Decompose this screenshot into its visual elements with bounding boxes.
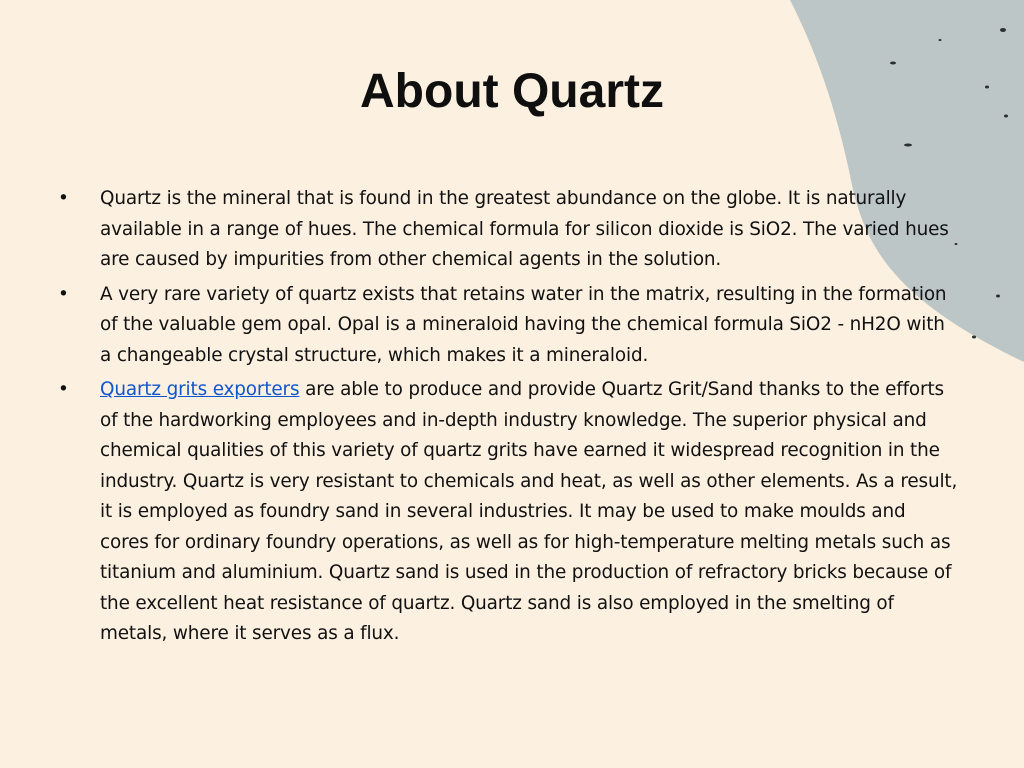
speckle — [996, 295, 1000, 298]
bullet-marker: • — [58, 283, 69, 305]
bullet-list — [58, 184, 958, 654]
bullet-item — [58, 184, 958, 276]
bullet-item — [58, 280, 958, 372]
bullet-text: A very rare variety of quartz exists that retains water in the matrix, resulting in the formation of the valuable gem opal. Opal is a mineraloid having the chemical formula SiO2 - nH2O with a changeable crystal structure, which makes it a mineraloid. — [100, 283, 947, 366]
speckle — [972, 336, 976, 339]
bullet-marker: • — [58, 188, 69, 209]
slide-title: About Quartz — [360, 65, 664, 118]
bullet-text: Quartz is the mineral that is found in the greatest abundance on the globe. It is naturally available in a range of hues. The chemical formula for silicon dioxide is SiO2. The varied hues are caused by impurities from other chemical agents in the solution. — [100, 188, 949, 270]
speckle — [1000, 28, 1006, 32]
speckle — [939, 39, 942, 41]
bullet-item — [58, 375, 958, 650]
quartz-grits-exporters-link[interactable]: Quartz grits exporters — [100, 379, 300, 400]
bullet-marker: • — [58, 379, 69, 400]
speckle — [904, 144, 912, 147]
bullet-text: are able to produce and provide Quartz Grit/Sand thanks to the efforts of the hardworking employees and in-depth industry knowledge. The superior physical and chemical qualities of this variety of quartz grits have earned it widespread recognition in the industry. Quartz is very resistant to chemicals and heat, as well as other elements. As a result, it is employed as foundry sand in several industries. It may be used to make moulds and cores for ordinary foundry operations, as well as for high-temperature melting metals such as titanium and aluminium. Quartz sand is used in the production of refractory bricks because of the excellent heat resistance of quartz. Quartz sand is also employed in the smelting of metals, where it serves as a flux. — [100, 379, 958, 644]
